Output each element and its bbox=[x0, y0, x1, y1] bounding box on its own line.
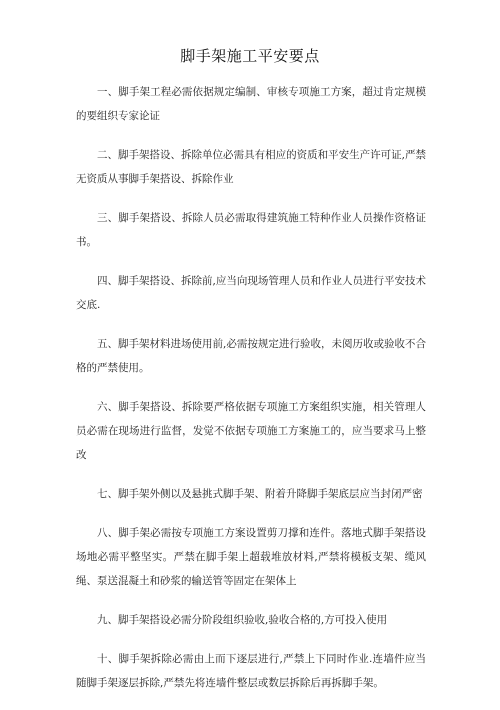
paragraph-2: 二、脚手架搭设、拆除单位必需具有相应的资质和平安生产许可证,严禁无资质从事脚手架搭设、拆除作业 bbox=[76, 149, 426, 185]
paragraph-10: 十、脚手架拆除必需由上而下逐层进行,严禁上下同时作业.连墙件应当随脚手架逐层拆除,严禁先将连墙件整层或数层拆除后再拆脚手架。 bbox=[76, 653, 426, 689]
document-body bbox=[76, 80, 426, 710]
paragraph-8: 八、脚手架必需按专项施工方案设置剪刀撑和连件。落地式脚手架搭设场地必需平整坚实。严禁在脚手架上超载堆放材料,严禁将模板支架、缆风绳、泵送混凝土和砂浆的输送管等固定在架体上 bbox=[76, 527, 426, 587]
paragraph-4: 四、脚手架搭设、拆除前,应当向现场管理人员和作业人员进行平安技术交底. bbox=[76, 275, 426, 311]
paragraph-9: 九、脚手架搭设必需分阶段组织验收,验收合格的,方可投入使用 bbox=[97, 614, 388, 626]
document-title: 脚手架施工平安要点 bbox=[180, 47, 320, 65]
paragraph-7: 七、脚手架外侧以及悬挑式脚手架、附着升降脚手架底层应当封闭严密 bbox=[97, 488, 423, 500]
paragraph-5: 五、脚手架材料进场使用前,必需按规定进行验收，未阅历收或验收不合格的严禁使用。 bbox=[76, 338, 426, 374]
paragraph-1: 一、脚手架工程必需依据规定编制、审核专项施工方案，超过肯定规模的要组织专家论证 bbox=[76, 86, 426, 122]
paragraph-6: 六、脚手架搭设、拆除要严格依据专项施工方案组织实施，相关管理人员必需在现场进行监督，发觉不依据专项施工方案施工的，应当要求马上整改 bbox=[76, 401, 426, 461]
paragraph-3: 三、脚手架搭设、拆除人员必需取得建筑施工特种作业人员操作资格证书。 bbox=[76, 212, 426, 248]
